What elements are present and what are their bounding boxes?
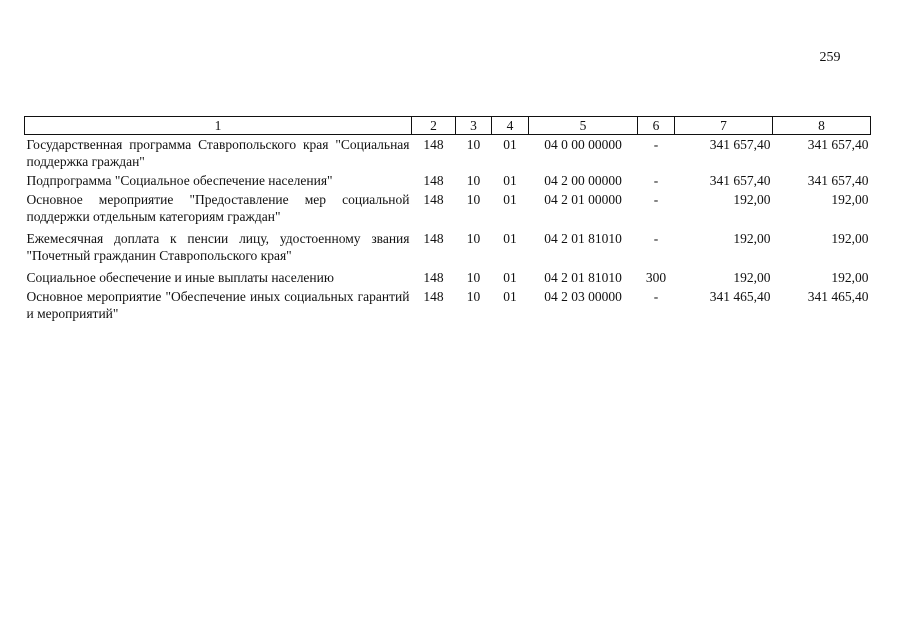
cell-subsection: 01: [503, 192, 517, 207]
cell-subsection: 01: [503, 173, 517, 188]
cell-target: 04 2 00 00000: [544, 173, 622, 188]
cell-section: 10: [466, 289, 481, 304]
column-header: 6: [638, 117, 675, 135]
cell-section: 10: [466, 137, 481, 152]
cell-target: 04 2 01 81010: [544, 270, 622, 285]
column-header: 1: [25, 117, 412, 135]
column-header: 7: [675, 117, 773, 135]
cell-target: 04 0 00 00000: [544, 137, 622, 152]
cell-amount-1: 192,00: [733, 192, 771, 207]
table-row: [25, 190, 871, 226]
cell-amount-2: 192,00: [831, 231, 869, 246]
table-row: [25, 287, 871, 323]
cell-amount-2: 341 465,40: [807, 289, 869, 304]
cell-amount-1: 341 657,40: [709, 137, 771, 152]
page-number: 259: [819, 50, 841, 65]
row-name: Подпрограмма "Социальное обеспечение населения": [26, 173, 333, 188]
budget-table: [24, 116, 871, 323]
cell-section: 10: [466, 192, 481, 207]
cell-subsection: 01: [503, 270, 517, 285]
cell-target: 04 2 01 00000: [544, 192, 622, 207]
cell-type: -: [653, 137, 659, 152]
cell-amount-1: 341 657,40: [709, 173, 771, 188]
table-row: [25, 135, 871, 172]
table-row: [25, 171, 871, 190]
cell-type: -: [653, 173, 659, 188]
cell-code: 148: [423, 231, 444, 246]
cell-subsection: 01: [503, 289, 517, 304]
column-header: 5: [529, 117, 638, 135]
cell-code: 148: [423, 137, 444, 152]
cell-amount-2: 341 657,40: [807, 137, 869, 152]
cell-amount-1: 192,00: [733, 270, 771, 285]
cell-type: -: [653, 289, 659, 304]
cell-amount-2: 192,00: [831, 270, 869, 285]
cell-amount-1: 341 465,40: [709, 289, 771, 304]
row-name: Ежемесячная доплата к пенсии лицу, удостоенному звания "Почетный гражданин Ставропольского края": [26, 231, 410, 263]
cell-target: 04 2 03 00000: [544, 289, 622, 304]
cell-type: -: [653, 192, 659, 207]
cell-section: 10: [466, 173, 481, 188]
cell-type: 300: [645, 270, 667, 285]
row-name: Государственная программа Ставропольского края "Социальная поддержка граждан": [26, 137, 410, 169]
cell-section: 10: [466, 231, 481, 246]
cell-amount-1: 192,00: [733, 231, 771, 246]
row-name: Основное мероприятие "Предоставление мер социальной поддержки отдельным категориям граждан": [26, 192, 410, 224]
column-header: 4: [492, 117, 529, 135]
table-header-row: [25, 117, 871, 135]
column-header: 8: [773, 117, 871, 135]
cell-amount-2: 192,00: [831, 192, 869, 207]
cell-code: 148: [423, 173, 444, 188]
table-row: [25, 226, 871, 265]
cell-type: -: [653, 231, 659, 246]
column-header: 3: [456, 117, 492, 135]
cell-target: 04 2 01 81010: [544, 231, 622, 246]
column-header: 2: [412, 117, 456, 135]
row-name: Основное мероприятие "Обеспечение иных социальных гарантий и мероприятий": [26, 289, 410, 321]
cell-subsection: 01: [503, 137, 517, 152]
cell-amount-2: 341 657,40: [807, 173, 869, 188]
cell-section: 10: [466, 270, 481, 285]
cell-code: 148: [423, 192, 444, 207]
cell-subsection: 01: [503, 231, 517, 246]
table-row: [25, 265, 871, 287]
cell-code: 148: [423, 270, 444, 285]
cell-code: 148: [423, 289, 444, 304]
row-name: Социальное обеспечение и иные выплаты населению: [26, 270, 334, 285]
